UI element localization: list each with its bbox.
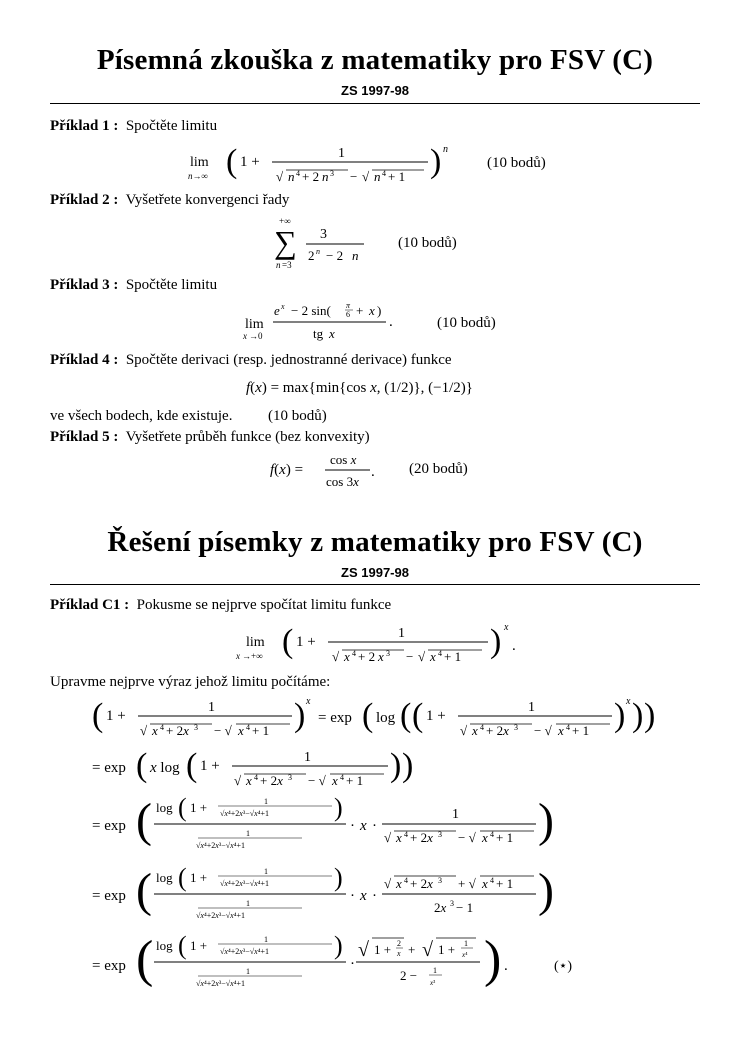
svg-text:1: 1 — [464, 939, 468, 948]
svg-text:√x⁴+2x³−√x⁴+1: √x⁴+2x³−√x⁴+1 — [220, 809, 270, 818]
svg-text:4: 4 — [382, 169, 386, 178]
svg-text:x: x — [332, 773, 338, 788]
problem-3-text: Spočtěte limitu — [125, 277, 218, 293]
solution-step-4 — [92, 862, 562, 926]
svg-text:√: √ — [234, 773, 242, 788]
svg-text:log: log — [376, 710, 396, 726]
svg-text:√x⁴+2x³−√x⁴+1: √x⁴+2x³−√x⁴+1 — [196, 979, 246, 988]
svg-text:): ) — [430, 143, 442, 180]
svg-text:x: x — [306, 696, 311, 707]
problem-3-label: Příklad 3 : — [50, 277, 119, 293]
problem-5-formula — [270, 449, 380, 493]
svg-text:−: − — [406, 649, 414, 664]
svg-text:+ 1: + 1 — [252, 723, 270, 738]
svg-text:4: 4 — [352, 649, 356, 658]
svg-text:+ √: + √ — [458, 876, 476, 891]
svg-text:− 1: − 1 — [456, 900, 474, 915]
problem-4-after: ve všech bodech, kde existuje. — [50, 408, 233, 424]
svg-text:): ) — [294, 697, 306, 734]
svg-text:+ 2x: + 2x — [260, 773, 283, 788]
svg-text:1 +: 1 + — [240, 154, 260, 170]
svg-text:): ) — [538, 864, 554, 917]
exam-divider — [50, 103, 700, 104]
svg-text:·: · — [372, 888, 377, 904]
svg-text:− √: − √ — [534, 723, 552, 738]
svg-text:x: x — [396, 830, 402, 845]
svg-text:lim: lim — [190, 155, 209, 170]
svg-text:1 +: 1 + — [190, 870, 208, 885]
svg-text:1 +: 1 + — [190, 800, 208, 815]
svg-text:): ) — [390, 747, 402, 784]
svg-text:+ 2x: + 2x — [166, 723, 189, 738]
svg-text:1: 1 — [304, 750, 311, 765]
svg-text:f(x) =: f(x) = — [270, 462, 304, 478]
solution-step-1 — [92, 692, 662, 744]
svg-text:(: ( — [178, 863, 187, 892]
problem-2-points: (10 bodů) — [398, 235, 457, 251]
svg-text:+ 1: + 1 — [496, 876, 514, 891]
svg-text:x: x — [236, 651, 240, 661]
svg-text:+ 1: + 1 — [572, 723, 590, 738]
svg-text:x: x — [430, 649, 436, 664]
problem-1-label: Příklad 1 : — [50, 118, 119, 134]
svg-text:√x⁴+2x³−√x⁴+1: √x⁴+2x³−√x⁴+1 — [196, 841, 246, 850]
equation-star-tag: (⋆) — [554, 959, 573, 974]
svg-text:1: 1 — [264, 867, 268, 876]
svg-text:4: 4 — [438, 649, 442, 658]
svg-text:3: 3 — [450, 899, 454, 908]
svg-text:√: √ — [140, 723, 148, 738]
svg-text:√: √ — [276, 169, 284, 184]
svg-text:+ 1: + 1 — [496, 830, 514, 845]
svg-text:4: 4 — [340, 773, 344, 782]
svg-text:n: n — [276, 260, 281, 270]
svg-text:): ) — [490, 623, 502, 660]
svg-text:): ) — [538, 794, 554, 847]
solution-step-2 — [92, 742, 432, 794]
svg-text:→0: →0 — [249, 331, 263, 341]
svg-text:+ 1: + 1 — [388, 169, 406, 184]
problem-1 — [50, 118, 217, 135]
svg-text:+ 1: + 1 — [444, 649, 462, 664]
svg-text:= exp: = exp — [92, 760, 126, 776]
problem-1-points: (10 bodů) — [487, 155, 546, 171]
problem-4-label: Příklad 4 : — [50, 352, 119, 368]
svg-text:·: · — [350, 956, 355, 972]
svg-text:(: ( — [178, 931, 187, 960]
solution-step-5 — [92, 928, 592, 998]
svg-text:√x⁴+2x³−√x⁴+1: √x⁴+2x³−√x⁴+1 — [220, 947, 270, 956]
svg-text:x: x — [152, 723, 158, 738]
svg-text:= exp: = exp — [92, 958, 126, 974]
svg-text:− 2: − 2 — [326, 248, 344, 263]
svg-text:−: − — [350, 169, 358, 184]
svg-text:(: ( — [282, 623, 294, 660]
problem-2-text: Vyšetřete konvergenci řady — [125, 192, 290, 208]
svg-text:4: 4 — [160, 723, 164, 732]
svg-text:√x⁴+2x³−√x⁴+1: √x⁴+2x³−√x⁴+1 — [196, 911, 246, 920]
svg-text:1 +: 1 + — [106, 708, 126, 724]
svg-text:2: 2 — [397, 939, 401, 948]
solution-term: ZS 1997-98 — [341, 565, 409, 580]
svg-text:4: 4 — [404, 830, 408, 839]
svg-text:n: n — [316, 247, 320, 256]
svg-text:4: 4 — [480, 723, 484, 732]
svg-text:1: 1 — [398, 626, 405, 641]
svg-text:x: x — [626, 696, 631, 707]
svg-text:): ) — [402, 747, 414, 784]
svg-text:n→∞: n→∞ — [188, 171, 208, 181]
svg-text:(: ( — [136, 864, 152, 917]
svg-text:x: x — [558, 723, 564, 738]
solution-c1-intro: Pokusme se nejprve spočítat limitu funkce — [136, 597, 392, 613]
svg-text:√: √ — [422, 939, 433, 961]
svg-text:− √: − √ — [308, 773, 326, 788]
svg-text:1: 1 — [338, 146, 345, 161]
svg-text:√: √ — [384, 876, 392, 891]
svg-text:− √: − √ — [458, 830, 476, 845]
svg-text:∑: ∑ — [274, 224, 297, 260]
svg-text:x: x — [369, 303, 375, 318]
svg-text:− 2 sin(: − 2 sin( — [291, 303, 331, 318]
svg-text:4: 4 — [254, 773, 258, 782]
svg-text:+: + — [408, 942, 416, 957]
problem-4-points: (10 bodů) — [267, 408, 327, 424]
svg-text:·: · — [372, 818, 377, 834]
solution-c1-label: Příklad C1 : — [50, 597, 130, 613]
svg-text:n: n — [288, 169, 295, 184]
problem-1-formula — [190, 138, 470, 190]
svg-text:− √: − √ — [214, 723, 232, 738]
svg-text:x³: x³ — [430, 979, 436, 987]
svg-text:tg: tg — [313, 326, 324, 341]
svg-text:): ) — [334, 793, 343, 822]
svg-text:(: ( — [226, 143, 238, 180]
svg-text:x: x — [360, 888, 367, 904]
svg-text:+ 1: + 1 — [346, 773, 364, 788]
svg-text:1 +: 1 + — [374, 942, 392, 957]
svg-text:1: 1 — [264, 797, 268, 806]
problem-3 — [50, 277, 217, 294]
svg-text:1: 1 — [246, 899, 250, 908]
svg-text:3: 3 — [288, 773, 292, 782]
svg-text:): ) — [614, 697, 626, 734]
svg-text:1 +: 1 + — [438, 942, 456, 957]
svg-text:3: 3 — [320, 227, 327, 242]
problem-5-label: Příklad 5 : — [50, 429, 119, 445]
problem-3-points: (10 bodů) — [437, 315, 496, 331]
svg-text:3: 3 — [514, 723, 518, 732]
svg-text:+ 2x: + 2x — [410, 876, 433, 891]
svg-text:= exp: = exp — [92, 888, 126, 904]
svg-text:lim: lim — [245, 317, 264, 332]
svg-text:√: √ — [358, 939, 369, 961]
svg-text:2 −: 2 − — [400, 968, 418, 983]
svg-text:·: · — [350, 888, 355, 904]
svg-text:): ) — [334, 931, 343, 960]
problem-5-text: Vyšetřete průběh funkce (bez konvexity) — [125, 429, 370, 445]
svg-text:x: x — [243, 331, 247, 341]
svg-text:2: 2 — [308, 248, 315, 263]
exam-term: ZS 1997-98 — [341, 83, 409, 98]
svg-text:3: 3 — [438, 876, 442, 885]
svg-text:4: 4 — [566, 723, 570, 732]
svg-text:1: 1 — [264, 935, 268, 944]
svg-text:1: 1 — [433, 966, 437, 975]
svg-text:x: x — [378, 649, 384, 664]
problem-4-formula — [246, 376, 526, 400]
svg-text:4: 4 — [490, 830, 494, 839]
svg-text:x: x — [281, 302, 285, 311]
svg-text:n: n — [322, 169, 329, 184]
svg-text:1 +: 1 + — [426, 708, 446, 724]
svg-text:x: x — [246, 773, 252, 788]
solution-title: Řešení písemky z matematiky pro FSV (C) — [107, 526, 643, 558]
svg-text:x: x — [396, 876, 402, 891]
svg-text:3: 3 — [386, 649, 390, 658]
svg-text:√: √ — [384, 830, 392, 845]
svg-text:n: n — [352, 248, 359, 263]
svg-text:x log: x log — [150, 760, 180, 776]
svg-text:4: 4 — [296, 169, 300, 178]
svg-text:(: ( — [186, 747, 198, 784]
problem-5 — [50, 429, 370, 446]
svg-text:(: ( — [136, 931, 154, 988]
solution-step-3 — [92, 792, 562, 856]
svg-text:x: x — [482, 830, 488, 845]
svg-text:6: 6 — [346, 310, 350, 319]
svg-text:n: n — [443, 144, 448, 155]
svg-text:(: ( — [136, 747, 148, 784]
svg-text:+∞: +∞ — [279, 216, 291, 226]
svg-text:π: π — [346, 301, 351, 310]
problem-2-label: Příklad 2 : — [50, 192, 119, 208]
svg-text:x: x — [344, 649, 350, 664]
svg-text:→+∞: →+∞ — [242, 651, 263, 661]
svg-text:n: n — [374, 169, 381, 184]
svg-text:x: x — [238, 723, 244, 738]
svg-text:4: 4 — [490, 876, 494, 885]
svg-text:x: x — [329, 326, 335, 341]
svg-text:·: · — [350, 818, 355, 834]
svg-text:= exp: = exp — [318, 710, 352, 726]
svg-text:(: ( — [400, 697, 412, 734]
svg-text:=3: =3 — [282, 260, 292, 270]
svg-text:log: log — [156, 938, 173, 953]
problem-4-text: Spočtěte derivaci (resp. jednostranné derivace) funkce — [125, 352, 452, 368]
svg-text:1: 1 — [528, 700, 535, 715]
problem-1-text: Spočtěte limitu — [125, 118, 218, 134]
svg-text:.: . — [389, 314, 393, 330]
svg-text:4: 4 — [404, 876, 408, 885]
svg-text:3: 3 — [330, 169, 334, 178]
svg-text:√: √ — [460, 723, 468, 738]
svg-text:f(x) = max{min{cos x, (1/2)},: f(x) = max{min{cos x, (1/2)}, (−1/2)} — [246, 380, 473, 396]
svg-text:(: ( — [362, 697, 374, 734]
solution-step-text: Upravme nejprve výraz jehož limitu počítáme: — [50, 674, 331, 690]
svg-text:): ) — [632, 697, 644, 734]
svg-text:√: √ — [418, 649, 426, 664]
svg-text:cos 3x: cos 3x — [326, 474, 359, 489]
problem-3-formula — [243, 296, 413, 344]
exam-title: Písemná zkouška z matematiky pro FSV (C) — [96, 44, 654, 76]
svg-text:√x⁴+2x³−√x⁴+1: √x⁴+2x³−√x⁴+1 — [220, 879, 270, 888]
svg-text:x: x — [472, 723, 478, 738]
svg-text:+ 2x: + 2x — [486, 723, 509, 738]
svg-text:e: e — [274, 303, 280, 318]
svg-text:= exp: = exp — [92, 818, 126, 834]
svg-text:(: ( — [178, 793, 187, 822]
svg-text:): ) — [484, 931, 502, 988]
problem-2 — [50, 192, 289, 209]
svg-text:x: x — [504, 622, 509, 633]
svg-text:cos x: cos x — [330, 452, 357, 467]
svg-text:(: ( — [136, 794, 152, 847]
problem-4 — [50, 352, 452, 369]
svg-text:.: . — [512, 638, 516, 654]
svg-text:1 +: 1 + — [296, 634, 316, 650]
svg-text:x: x — [360, 818, 367, 834]
svg-text:+: + — [356, 303, 364, 318]
problem-2-formula — [272, 218, 382, 272]
svg-text:+ 2: + 2 — [302, 169, 320, 184]
svg-text:√: √ — [362, 169, 370, 184]
svg-text:x: x — [397, 949, 401, 958]
svg-text:1 +: 1 + — [200, 758, 220, 774]
svg-text:4: 4 — [246, 723, 250, 732]
svg-text:): ) — [644, 697, 656, 734]
svg-text:x⁴: x⁴ — [462, 951, 468, 959]
svg-text:(: ( — [412, 697, 424, 734]
problem-5-points: (20 bodů) — [409, 461, 468, 477]
svg-text:1: 1 — [246, 967, 250, 976]
svg-text:1 +: 1 + — [190, 938, 208, 953]
svg-text:x: x — [482, 876, 488, 891]
svg-text:√: √ — [332, 649, 340, 664]
solution-c1 — [50, 597, 391, 614]
svg-text:): ) — [334, 863, 343, 892]
solution-limit-formula — [236, 618, 526, 670]
svg-text:log: log — [156, 870, 173, 885]
svg-text:.: . — [371, 464, 375, 480]
svg-text:3: 3 — [194, 723, 198, 732]
svg-text:(: ( — [92, 697, 104, 734]
svg-text:1: 1 — [246, 829, 250, 838]
solution-divider — [50, 584, 700, 585]
svg-text:log: log — [156, 800, 173, 815]
svg-text:+ 2x: + 2x — [410, 830, 433, 845]
svg-text:+ 2: + 2 — [358, 649, 376, 664]
svg-text:1: 1 — [452, 807, 459, 822]
svg-text:.: . — [504, 958, 508, 974]
problem-4-continuation — [50, 408, 327, 425]
svg-text:3: 3 — [438, 830, 442, 839]
svg-text:): ) — [377, 303, 382, 318]
svg-text:1: 1 — [208, 700, 215, 715]
svg-text:lim: lim — [246, 635, 265, 650]
svg-text:2x: 2x — [434, 900, 447, 915]
